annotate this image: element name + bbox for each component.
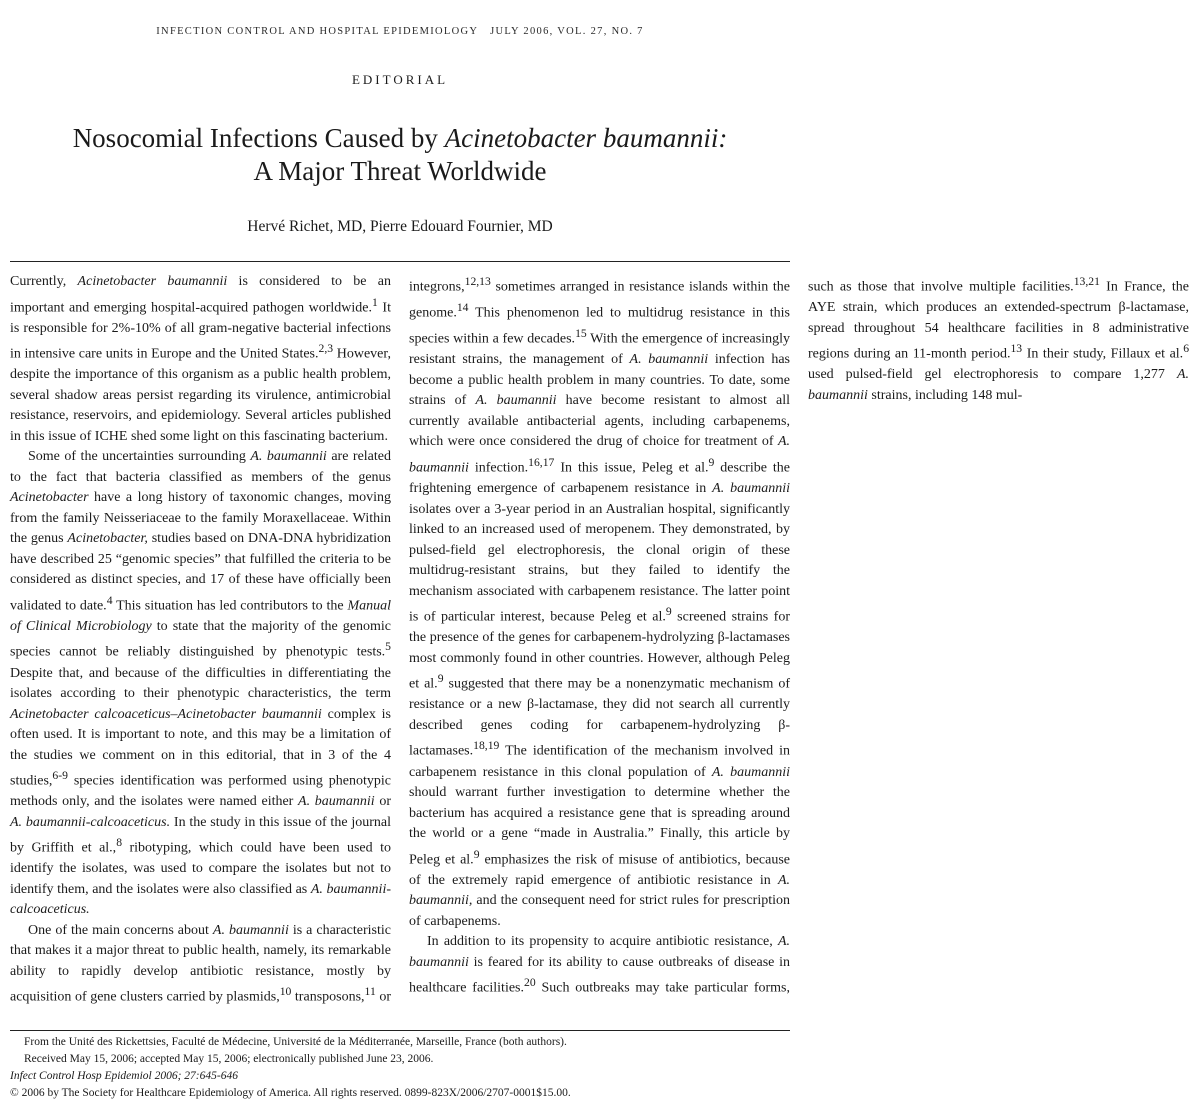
footnote-citation: Infect Control Hosp Epidemiol 2006; 27:645-646	[10, 1070, 238, 1082]
citation-ref: 9	[708, 455, 715, 469]
citation-ref: 13,21	[1073, 275, 1100, 288]
body-paragraph-2: Some of the uncertainties surrounding A. baumannii are related to the fact that bacteria classified as members of the genus Acinetobacter have a long history of taxonomic changes, moving from the family Neisseriaceae to the family Moraxellaceae. Within the genus Acinetobacter, studies based on DNA-DNA hybridization have described 25 “genomic species” that fulfilled the criteria to be considered as distinct species, and 17 of these have officially been validated to date.$^4$ This situation has led contributors to the Manual of Clinical Microbiology to state that the majority of the genomic species cannot be reliably distinguished by phenotypic tests.$^5$ Despite that, and because of the difficulties in differentiating the isolates according to their phenotypic characteristics, the term Acinetobacter calcoaceticus–Acinetobacter baumannii complex is often used. It is important to note, and this may be a limitation of the studies we comment on in this editorial, that in 3 of the 4 studies,$^{6-9}$ species identification was performed using phenotypic methods only, and the isolates were named either A. baumannii or A. baumannii-calcoaceticus. In the study in this issue of the journal by Griffith et al.,$^8$ ribotyping, which could have been used to identify the isolates, was used to compare the isolates but not to identify them, and the isolates were also classified as A. baumannii-calcoaceticus.	[10, 449, 392, 918]
footnote-copyright: © 2006 by The Society for Healthcare Epidemiology of America. All rights reserved. 0899-823X/2006/2707-0001$15.00.	[10, 1087, 571, 1099]
footnote-received: Received May 15, 2006; accepted May 15, 2006; electronically published June 23, 2006.	[24, 1053, 434, 1065]
citation-ref: 13	[1010, 342, 1023, 356]
citation-ref: 9	[437, 672, 444, 686]
citation-ref: 14	[456, 301, 469, 315]
body-paragraph-1: Currently, Acinetobacter baumannii is considered to be an important and emerging hospital-acquired pathogen worldwide.$^1$ It is responsible for 2%-10% of all gram-negative bacterial infections in intensive care units in Europe and the United States.$^{2,3}$ However, despite the importance of this organism as a public health problem, several shadow areas persist regarding its virulence, antimicrobial resistance, reservoirs, and epidemiology. Several articles published in this issue of ICHE shed some light on this fascinating bacterium.	[10, 274, 392, 444]
footnotes	[10, 1034, 790, 1102]
body-paragraph-4: In addition to its propensity to acquire antibiotic resistance, A. baumannii is feared for its ability to cause outbreaks of disease in healthcare facilities.$^{20}$ Such outbreaks may take particular forms, such as those that involve multiple facilities.$^{13,21}$ In France, the AYE strain, which produces an extended-spectrum β-lactamase, spread throughout 54 healthcare facilities in 8 administrative regions during an 11-month period.$^{13}$ In their study, Fillaux et al.$^6$ used pulsed-field gel electrophoresis to compare 1,277 A. baumannii strains, including 148 mul-	[409, 275, 1189, 996]
author-byline: Hervé Richet, MD, Pierre Edouard Fournier, MD	[247, 218, 553, 235]
journal-name: INFECTION CONTROL AND HOSPITAL EPIDEMIOLOGY	[156, 26, 479, 37]
running-head	[0, 26, 800, 37]
citation-ref: 8	[116, 836, 123, 850]
citation-ref: 5	[385, 640, 391, 654]
citation-ref: 2,3	[318, 342, 334, 356]
citation-ref: 16,17	[528, 455, 555, 469]
article-body	[10, 272, 1189, 1024]
body-paragraph-3: One of the main concerns about A. baumannii is a characteristic that makes it a major threat to public health, namely, its remarkable ability to rapidly develop antibiotic resistance, mostly by acquisition of gene clusters carried by plasmids,$^{10}$ transposons,$^{11}$ or integrons,$^{12,13}$ sometimes arranged in resistance islands within the genome.$^{14}$ This phenomenon led to multidrug resistance in this species within a few decades.$^{15}$ With the emergence of increasingly resistant strains, the management of A. baumannii infection has become a public health problem in many countries. To date, some strains of A. baumannii have become resistant to almost all currently available antibacterial agents, including carbapenems, which were once considered the drug of choice for treatment of A. baumannii infection.$^{16,17}$ In this issue, Peleg et al.$^9$ describe the frightening emergence of carbapenem resistance in A. baumannii isolates over a 3-year period in an Australian hospital, significantly linked to an increased used of meropenem. They demonstrated, by pulsed-field gel electrophoresis, the clonal origin of these multidrug-resistant strains, but they failed to identify the mechanism associated with carbapenem resistance. The latter point is of particular interest, because Peleg et al.$^9$ screened strains for the presence of the genes for carbapenem-hydrolyzing β-lactamases most commonly found in other countries. However, although Peleg et al.$^9$ suggested that there may be a nonenzymatic mechanism of resistance or a new β-lactamase, they did not search all currently described genes coding for carbapenem-hydrolyzing β-lactamases.$^{18,19}$ The identification of the mechanism involved in carbapenem resistance in this clonal population of A. baumannii should warrant further investigation to determine whether the bacterium has acquired a resistance gene that is spreading around the world or a gene “made in Australia.” Finally, this article by Peleg et al.$^9$ emphasizes the risk of misuse of antibiotics, because of the extremely rapid emergence of antibiotic resistance in A. baumannii, and the consequent need for strict rules for prescription of carbapenems.	[10, 275, 791, 1006]
citation-ref: 9	[665, 605, 672, 619]
citation-ref: 9	[473, 847, 480, 861]
citation-ref: 20	[524, 976, 536, 990]
citation-ref: 6	[1183, 342, 1189, 356]
citation-ref: 4	[106, 593, 113, 607]
title-line1-italic: Acinetobacter baumannii:	[444, 123, 728, 153]
citation-ref: 15	[575, 327, 587, 341]
section-label: EDITORIAL	[351, 72, 449, 87]
header-divider	[10, 261, 790, 262]
footnote-affiliation: From the Unité des Rickettsies, Faculté de Médecine, Université de la Méditerranée, Marseille, France (both authors).	[24, 1036, 567, 1048]
footnote-divider	[10, 1030, 790, 1031]
title-line1-text: Nosocomial Infections Caused by	[72, 123, 445, 153]
issue-info: JULY 2006, VOL. 27, NO. 7	[490, 26, 644, 37]
citation-ref: 18,19	[473, 739, 500, 753]
citation-ref: 10	[279, 985, 292, 999]
citation-ref: 6-9	[52, 769, 68, 783]
citation-ref: 11	[364, 985, 376, 999]
citation-ref: 1	[372, 295, 378, 309]
citation-ref: 12,13	[464, 275, 491, 288]
title-line2: A Major Threat Worldwide	[253, 156, 547, 186]
article-title	[0, 122, 800, 188]
